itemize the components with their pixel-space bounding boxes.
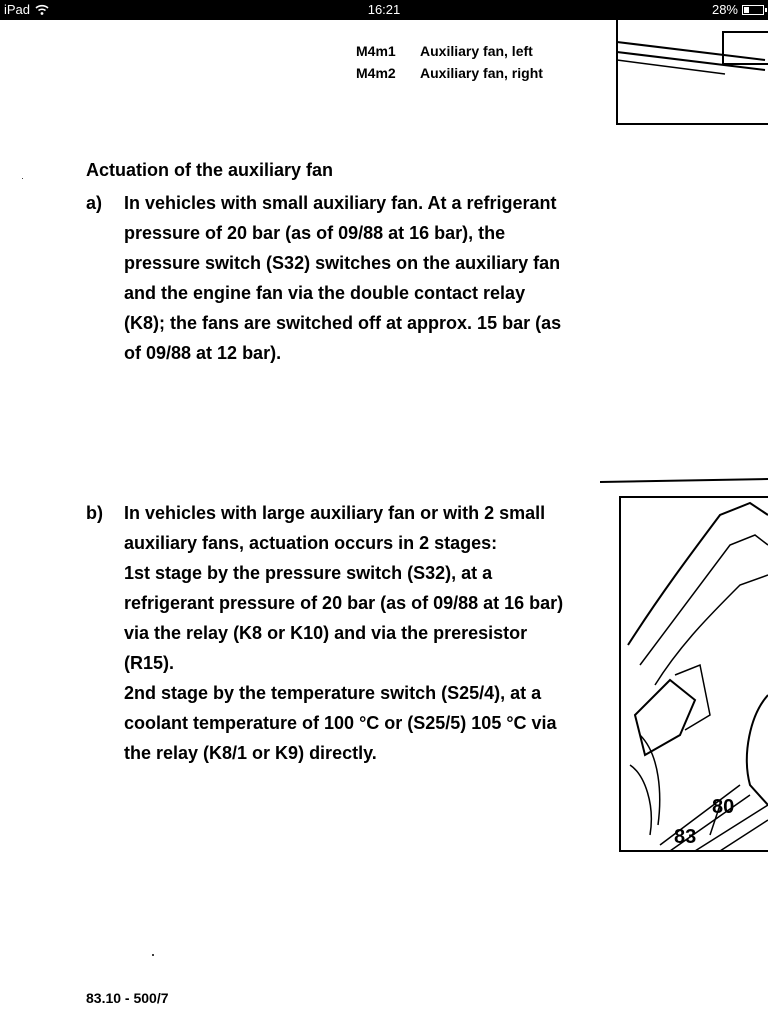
item-b-stage1: 1st stage by the pressure switch (S32), at a refrigerant pressure of 20 bar (as of 09/88 at 16 bar) via the relay (K8 or K10) and via the preresistor (R15). (124, 563, 564, 673)
item-a-text: In vehicles with small auxiliary fan. At a refrigerant pressure of 20 bar (as of 09/88 at 16 bar), the pressure switch (S32) switches on the auxiliary fan and the engine fan via the double contact relay (K8); the fans are switched off at approx. 15 bar (as of 09/88 at 12 bar). (124, 193, 562, 363)
list-marker: b) (86, 503, 103, 523)
legend-label: Auxiliary fan, left (420, 43, 533, 59)
clock: 16:21 (367, 2, 401, 17)
legend-row (356, 40, 543, 62)
figure-label-80: 80 (712, 796, 735, 818)
component-legend (356, 40, 543, 84)
figure-fragment-top (615, 20, 768, 126)
battery-percent: 28% (711, 2, 738, 17)
section-heading: Actuation of the auxiliary fan (86, 160, 334, 180)
battery-icon (742, 5, 764, 15)
page-number: 83.10 - 500/7 (86, 990, 169, 1006)
figure-fragment-bottom (600, 475, 768, 855)
scan-speck (152, 954, 154, 956)
status-bar (0, 0, 768, 20)
figure-label-83: 83 (674, 826, 697, 848)
legend-row (356, 62, 543, 84)
scan-speck (22, 178, 23, 179)
list-marker: a) (86, 193, 103, 213)
list-item-b (86, 498, 566, 768)
item-b-intro: In vehicles with large auxiliary fan or with 2 small auxiliary fans, actuation occurs in 2 stages: (124, 503, 546, 553)
document-page[interactable] (0, 20, 768, 1024)
status-right (712, 2, 764, 17)
legend-code: M4m2 (356, 65, 396, 81)
item-b-stage2: 2nd stage by the temperature switch (S25/4), at a coolant temperature of 100 °C or (S25/5) 105 °C via the relay (K8/1 or K9) directly. (124, 683, 557, 763)
legend-label: Auxiliary fan, right (420, 65, 543, 81)
device-name: iPad (4, 2, 31, 17)
list-item-a (86, 188, 566, 368)
legend-code: M4m1 (356, 43, 396, 59)
